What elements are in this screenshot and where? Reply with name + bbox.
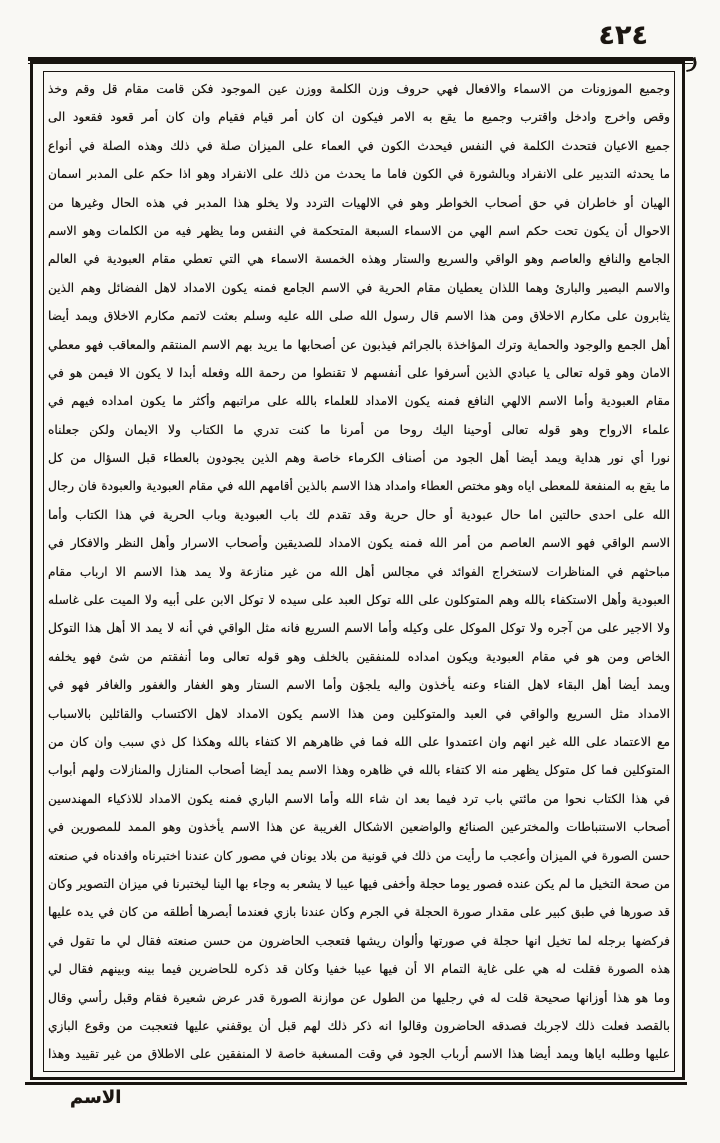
text-line: وقص واخرج وادخل واقترب وجميع ما يقع به الامر فيكون ان كان أمر قيام فقيام وان كان أمر قعود فقعود الى: [48, 110, 670, 125]
text-line: أصحاب الاستنباطات والمخترعين الصنائع والواضعين الاشكال الغريبة عن هذا الاسم يأخذون وهو الممد للمصورين في: [48, 820, 670, 835]
page-number: ٤٢٤: [598, 20, 648, 51]
text-line: الاحوال أن يكون تحت حكم اسم الهي من الاسماء السبعة المتحكمة في النفس وما يظهر فيه من الكلمات وهو الاسم: [48, 223, 670, 238]
text-line: وما هو هذا أوزانها صحيحة قلت له في رجليها من الطول عن موازنة الصورة قدر عرض شعيرة فقام وقبل رأسي وقال: [48, 990, 670, 1005]
text-line: الهيان أو خاطران في حق أصحاب الخواطر وهو في الالهيات التردد ولا يخلو هذا المدبر في هذه الحال وغيرها من: [48, 195, 670, 210]
text-line: بالقصد فعلت ذلك لاجربك فصدقه الحاضرون وقالوا انه ذكر ذلك لهم قبل أن يوقفني عليها فتعجبت من وقوع البازي: [48, 1018, 670, 1033]
text-line: قد صورها في طبق كبير على مقدار صورة الحجلة في الجرم وكان عندنا بازي فعندما أبصرها أطلقه من كان في يده عليها: [48, 905, 670, 920]
text-line: في هذا الكتاب نحوا من مائتي باب ترد فيما بعد ان شاء الله وأما الاسم الباري فمنه يكون الامداد للاذكياء المهندسين: [48, 791, 670, 806]
text-line: مع الاعتماد على الله غير انهم وان اعتمدوا على الله فما في ظاهرهم الا كتفاء بالله وهكذا كل ذي سبب وان كان من: [48, 734, 670, 749]
text-line: جميع الاعيان فتحدث الكلمة في النفس فيحدث الكون في العماء على الميزان صلة في ذلك وهذه الصلة في أنواع: [48, 138, 670, 153]
text-line: ما يقع به المنفعة للمعطى اياه وهو مختص العطاء وامداد هذا الاسم بالذين أقامهم الله في مقام العبودية والعبودة فان رجال: [48, 479, 670, 494]
text-line: ولا الاجير على من آجره ولا توكل الموكل على وكيله وأما الاسم السريع فانه مثل الواقي في أنه لا يمد الا أهل هذا التوكل: [48, 621, 670, 636]
text-line: عليها وطلبه اياها ويمد أيضا هذا الاسم أرباب الجود في وقت المسغبة خاصة لا المنفقين على الاطلاق من غير تقييد وهذا: [48, 1047, 670, 1062]
text-line: والاسم البصير والبارئ وهما اللذان يعطيان مقام الحرية في الاسم الجامع فمنه يكون الامداد لاهل الفضائل وهم الذين: [48, 280, 670, 295]
text-line: هذه الصورة فقلت له هي على غاية التمام الا أن فيها عيبا خفيا وكان قد ذكره للحاضرين فيما بينه وبينهم فقال لي: [48, 962, 670, 977]
text-line: فركضها برجله لما تخيل انها حجلة في صورتها وألوان ريشها فتعجب الحاضرون من حسن صنعته فقال لي ما تقول في: [48, 933, 670, 948]
text-line: العبودية وأهل الاستكفاء بالله وهم المتوكلون على الله توكل العبد على سيده لا توكل الابن على أبيه ولا الميت على غاسله: [48, 593, 670, 608]
text-line: الخاص ومن هو في مقام العبودية ويكون امداده للمنفقين بالخلف وهو قوله تعالى وما أنفقتم من شئ فهو يخلفه: [48, 649, 670, 664]
text-line: الله على احدى حالتين اما حال عبودية أو حال حرية وقد تقدم لك باب العبودية وباب الحرية في هذا الكتاب وأما: [48, 507, 670, 522]
text-line: أهل الجمع والوجود والحماية وترك المؤاخذة بالجرائم فيذبون عن أصحابها ما يريد بهم الاسم المنتقم والمعاقب فهو معطي: [48, 337, 670, 352]
text-line: الامان وهو قوله تعالى يا عبادي الذين أسرفوا على أنفسهم لا تقنطوا من رحمة الله وفعله أبدا لا يكون الا فيمن هو في: [48, 365, 670, 380]
text-line: حسن الصورة في الميزان وأعجب ما رأيت من ذلك في قونية من بلاد يونان في مصور كان عندنا اختبرناه وافدناه في صنعته: [48, 848, 670, 863]
text-line: نورا أي نور هداية ويمد أيضا أهل الجود من أصناف الكرماء خاصة وهم الذين يجودون بالعطاء قبل السؤال من كل: [48, 451, 670, 466]
catchword: الاسم: [70, 1087, 122, 1108]
text-line: الامداد مثل السريع والواقي في العبد والمتوكلين ومن هذا الاسم يكون الامداد لاهل الاكتساب والقائلين بالاسباب: [48, 706, 670, 721]
text-line: من صحة التخيل ما لم يكن عنده فصور يوما حجلة وأخفى فيها عيبا لا يشعر به وجاء بها الينا ليختبرنا في ميزان التصوير وكان: [48, 876, 670, 891]
text-line: الاسم الواقي فهو الاسم العاصم من أمر الله فمنه يكون الامداد للصديقين وأصحاب الاسرار وأهل النظر والافكار في: [48, 536, 670, 551]
text-line: مباحثهم في المناظرات لاستخراج الفوائد في مجالس أهل الله من غير منازعة ولا يمد هذا الاسم الا ارباب مقام: [48, 564, 670, 579]
text-line: علماء الارواح وهو قوله تعالى أوحينا اليك روحا من أمرنا ما كنت تدري ما الكتاب ولا الايمان ولكن جعلناه: [48, 422, 670, 437]
text-line: مقام العبودية وأما الاسم الالهي النافع فمنه يكون الامداد للعلماء بالله على مراتبهم وأكثر ما يكون امداده فيهم في: [48, 394, 670, 409]
text-line: الجامع والنافع والعاصم وهو الواقي والسريع والستار وهذه الخمسة الاسماء هي التي تعطي مقام العبودية في العالم: [48, 252, 670, 267]
text-line: وجميع الموزونات من الاسماء والافعال فهي حروف وزن الكلمة ووزن عين الموجود فكن قامت مقام قل وقم وخذ: [48, 82, 670, 96]
text-line: المتوكلين فما كل متوكل يظهر منه الا كتفاء بالله في ظاهره وهذا الاسم يمد أيضا أصحاب المنازل والمنازلات ولهم أبواب: [48, 763, 670, 778]
text-line: ما يحدثه التدبير على الانفراد وبالشورة في الكون فاما ما يحدث من ذلك على الانفراد وهو اذا حكم على المدبر اسمان: [48, 167, 670, 182]
text-line: يثابرون على مكارم الاخلاق ومن هذا الاسم قال رسول الله صلى الله عليه وسلم بعثت لاتمم مكارم الاخلاق ويمد أيضا: [48, 309, 670, 324]
text-line: ويمد أيضا أهل البقاء لاهل الفناء وعنه يأخذون واليه يلجؤن وأما الاسم الستار وهو الغفار والغفور والغافر فهو في: [48, 678, 670, 693]
body-text: [48, 75, 670, 1069]
